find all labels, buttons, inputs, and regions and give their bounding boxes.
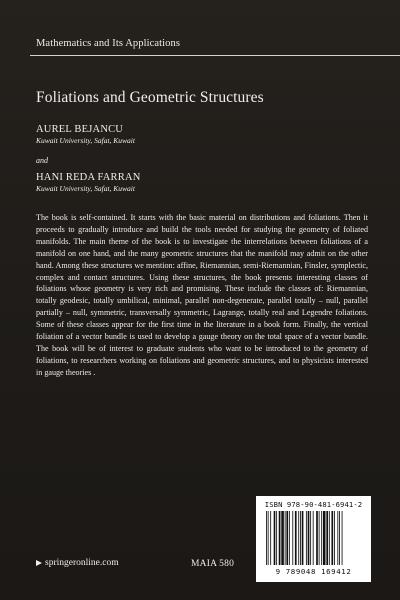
isbn-number: ISBN 978-90-481-6941-2 <box>264 500 363 509</box>
series-name: Mathematics and Its Applications <box>36 38 181 49</box>
barcode-bars <box>265 511 365 565</box>
barcode-digits: 9 789048 169412 <box>275 567 352 576</box>
barcode-bar <box>342 511 343 565</box>
barcode-bar <box>276 511 277 565</box>
barcode-bar <box>326 511 328 565</box>
barcode-bar <box>289 511 290 565</box>
barcode-bar <box>274 511 276 565</box>
barcode-bar <box>281 511 284 565</box>
barcode-bar <box>268 511 269 565</box>
barcode-bar <box>319 511 320 565</box>
book-title: Foliations and Geometric Structures <box>36 89 264 106</box>
publisher-link[interactable] <box>36 558 119 568</box>
book-description: The book is self-contained. It starts with the basic material on distributions and foliations. Then it proceeds to gradually introduce and build the tools needed for studying the geometry of foliated manifolds. The main theme of the book is to investigate the interrelations between foliations of a manifold on one hand, and the many geometric structures that the manifold may admit on the other hand. Among these structures we mention: affine, Riemannian, semi-Riemannian, Finsler, symplectic, complex and contact structures. Using these structures, the book presents interesting classes of foliations whose geometry is very rich and promising. These include the classes of: Riemannian, totally geodesic, totally umbilical, minimal, parallel non-degenerate, parallel totally – null, parallel partially – null, symmetric, transversally symmetric, Lagrange, totally real and Legendre foliations. Some of these classes appear for the first time in the literature in a book form. Finally, the vertical foliation of a vector bundle is used to develop a gauge theory on the total space of a vector bundle. The book will be of interest to graduate students who want to be introduced to the geometry of foliations, to researchers working on foliations and geometric structures, and to physicists interested in gauge theories . <box>36 213 368 377</box>
barcode-bar <box>323 511 326 565</box>
author-affiliation-2: Kuwait University, Safat, Kuwait <box>36 184 135 193</box>
barcode-bar <box>334 511 335 565</box>
author-affiliation-1: Kuwait University, Safat, Kuwait <box>36 136 135 145</box>
barcode-bar <box>331 511 333 565</box>
barcode-bar <box>310 511 311 565</box>
author-name-2: HANI REDA FARRAN <box>36 172 141 183</box>
barcode-bar <box>308 511 310 565</box>
barcode-graphic <box>265 511 365 565</box>
author-name-1: AUREL BEJANCU <box>36 124 124 135</box>
barcode-bar <box>266 511 267 565</box>
publisher-link-text[interactable]: springeronline.com <box>45 558 119 568</box>
isbn-barcode <box>256 496 371 582</box>
barcode-bar <box>300 511 301 565</box>
barcode-bar <box>313 511 314 565</box>
barcode-bar <box>292 511 293 565</box>
barcode-bar <box>302 511 304 565</box>
barcode-bar <box>270 511 271 565</box>
barcode-bar <box>329 511 330 565</box>
barcode-bar <box>295 511 297 565</box>
series-code: MAIA 580 <box>191 559 235 569</box>
barcode-bar <box>298 511 299 565</box>
barcode-bar <box>316 511 318 565</box>
barcode-bar <box>337 511 338 565</box>
barcode-bar <box>286 511 288 565</box>
barcode-bar <box>306 511 307 565</box>
barcode-bar <box>285 511 286 565</box>
barcode-bar <box>321 511 322 565</box>
and-conjunction: and <box>36 156 48 165</box>
barcode-bar <box>339 511 340 565</box>
header-rule <box>30 55 400 56</box>
barcode-bar <box>279 511 281 565</box>
arrow-right-icon <box>36 560 42 566</box>
